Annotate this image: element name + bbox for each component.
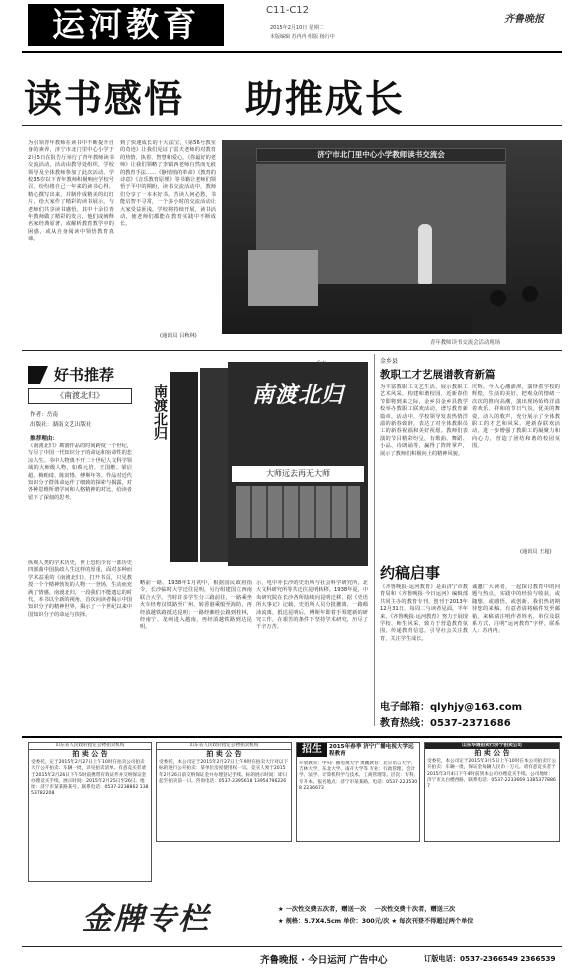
call-body: 《齐鲁晚报·运河教育》是由济宁市教育局和《齐鲁晚报·今日运河》编辑部共同主办的教育专刊，创刊于2013年12月31日，每周二与读者见面。半年来，《齐鲁晚报·运河教育》努力于展现学校、师生风采，致力于营造教育氛围，传递教育信息，引导社会关注教育，关注学生成长。	[380, 584, 468, 642]
masthead	[0, 0, 580, 52]
lectern	[248, 250, 318, 306]
ad2-title: 拍 卖 公 告	[206, 750, 242, 759]
ads-rule	[22, 736, 562, 738]
call-email: 电子邮箱：qlyhjy@163.com	[380, 702, 523, 713]
book-title: 《南渡北归》	[56, 391, 104, 400]
book-body-2: 纵观人类的学术历史，世上恐怕少有一部历史四部曲中国执政人生这样的厚重，面对多种而学术益重的《南渡北归》，打开书页，只见教授一个个精神勃发的人物一一登场，生动而充满了情感。南渡北归，一段我们不能遗忘的时代。本书以全新的视角，首次向读者揭示中国知识分子的精神世界，揭示了一个世纪以来中国知识分子的命运与抉择。	[28, 560, 132, 618]
page-code: C11-C12	[266, 5, 310, 16]
column-divider	[374, 354, 375, 726]
ad1-head: 山东省人民政府指定公物拍卖机构	[29, 743, 151, 750]
book-heading: 好书推荐	[54, 366, 115, 384]
lead-article-col2: 到了快速成长的十大法宝，《第56号教室的奇迹》让我们见证了雷夫老师的对教育的热情、执着、智慧和爱心。《你最好的老师》让我们领略了李镇西老师自然而无痕的教育手法……《静悄悄的革命》《教育的诗意》《音乐教育原理》等书籍让老师们领悟于平中的期盼，读书交流活动中，教师们分享了一本本好书。苦读人何必愁，书能启智不寻常，一个多小时的交流活动让大家受益匪浅。学校将持续开展，读书活动，使老师们都能在教育实践中不断成长。	[120, 140, 216, 228]
book-front-cover	[228, 362, 368, 566]
lead-article-col1: 为引领青年教师在读书中不断提升自身的素养，济宁市北门里中心小学于2月5日在报告厅举行了青年教师读书交流活动。活动由教导处组织，学校领导及全体教师参加了此次活动。学校35岁以下青年教师积极响应学校号召，纷纷将自己一年来的读书心得、精心撰写出来，并制作成精美的幻灯片，给大家作了精彩的读书展示。与老师们共享读书感悟。其中十余位青年教师做了精彩的发言，他们或阐释名家经典原著，或解析教育教学中的困惑，或从自身阅读中领悟教育真谛。	[28, 140, 114, 243]
lead-article-byline: (通讯员 吕秋林)	[160, 333, 197, 339]
ad1-title: 拍 卖 公 告	[72, 750, 108, 759]
masthead-rule	[22, 51, 562, 53]
footer-brand: 齐鲁晚报 · 今日运河 广告中心	[260, 955, 388, 966]
book-author: 作者：岳南	[30, 412, 58, 418]
side-news-byline: (通讯员 王超)	[520, 549, 552, 555]
gold-rule-2: ★ 规格：5.7X4.5cm 单价：300元/次 ★ 每次刊登不得超过两个单位	[278, 918, 474, 925]
ad-auction-2	[156, 742, 292, 842]
book-body-1: 《南渡北归》勘割作品的时间跨度一个世纪，写尽了中国一代知识分子的命运和宿命性的悲凉人生。书中人物离不开二十世纪人文科学领域的大师级人物，如蔡元培、王国维、梁启超、梅贻琦、陈寅恪、傅斯年等。作品对近代知识分子群体命运作了细致的探索与揭露，对各种思维所谓学问和人格精神的对比，给读者留下了深刻的思考。	[28, 443, 132, 501]
gold-column	[28, 886, 560, 944]
book-cover-image	[140, 354, 372, 574]
footer-rule	[22, 946, 562, 947]
book-col3: 略前一路。1938年1月初中，根据国民政府指令，长沙临时大学迁往昆明，另行组建国立西南联合大学。当时许多学生分三路前往，一路乘坐火车经粤汉铁路至广州，转香港乘船至海防，再经滇越铁路抵达昆明；一路经湘桂公路到桂林，经南宁、龙州进入越南，再经滇越铁路到达昆明。	[140, 580, 252, 631]
book-cover-title: 南渡北归	[251, 383, 344, 408]
book-author-signature: 岳南	[316, 361, 327, 367]
ad4-body: 受委托，本公司定于2015年3月5日上午10时在本公司拍卖厅公开拍卖：车辆一批，保证金每辆人民币一万元。请有意竞买者于2015年3月4日下午4时前到本公司办理竞买手续。公司地址：济宁市太白楼西路。联系电话：0537-2233669 13853778867	[427, 759, 557, 790]
headline: 读书感悟 助推成长	[24, 76, 405, 121]
photo-caption: 青年教师读书交流会活动现场	[430, 340, 501, 346]
ad4-title: 拍 卖 公 告	[474, 749, 510, 758]
speaker-figure	[418, 224, 432, 284]
side-news-body-2: 庆辉。今人心潮澎湃，演绎着学校的辉煌，生活的美好。把观众的情绪一次次的推向高潮，演出现场始终洋溢着欢乐、祥和的节日气氛。优美的舞姿、动人的歌声，充分展示了全体教职工的才艺和风采。迎新春联欢活动，进一步增强了教职工的凝聚力和向心力，营造了团结和谐的校园氛围。	[472, 384, 560, 450]
audience-row	[472, 300, 562, 334]
side-news-body: 为丰富教职工文艺生活，展示教职工艺术风采，构建和谐校园，近新春佳节即将到来之际，金乡县金乡县教学校举办教职工联欢活动，谱写教育新篇章。活动中，学校领导发表热情洋溢的新春致辞，表达了对全体教职员工的新春祝福和美好祝愿。教师们表演的节目精彩纷呈，有歌曲、舞蹈、小品、诗朗诵等，赢得了阵阵掌声，展示了教师们积极向上的精神风貌。	[380, 384, 468, 457]
ad3-title: 2015年春季 济宁广播电视大学远程教育	[329, 744, 414, 757]
call-phone: 教育热线：0537-2371686	[380, 718, 511, 729]
book-spine-title: 南渡北归	[152, 384, 168, 440]
book-cover-subtitle-text: 大师远去再无大师	[266, 469, 330, 478]
book-cover-portraits	[236, 486, 360, 538]
book-spine-1	[170, 372, 198, 562]
side-news-title: 教职工才艺展谱教育新篇	[380, 369, 496, 381]
ad3-body: 开放教育：中央广播电视大学 奥鹏教育：北京语言大学、吉林大学、东北大学、南开大学等 专业：行政管理、会计学、法学、计算机科学与技术、工商管理等。层次：专科、专升本。报名地点：济宁市某某路。电话：0537-2235308 2236673	[299, 761, 419, 791]
ad1-body: 受委托，定于2015年2月27日上午10时在拍卖公司拍卖大厅公开拍卖：车辆一批，详见拍卖清单。有意竞买者请于2015年2月26日下午5时前携带有效证件并交纳保证金办理竞买手续。展示时间：2015年2月25日至26日。地址：济宁市某某路某号。联系电话：0537-2238862 13853782208	[31, 760, 149, 797]
book-col4: 示，电中亦长沙的史语所与社会科学研究所，北大文科研究所等共迁往昆明转移。1938年夏，中央研究院在长沙各所陆续向昆明迁移，据《史语所大事记》记载，史语所人员分批撤离，一路颠沛流离，抵达昆明后，傅斯年即着手筹建新的研究工作，在艰苦的条件下坚持学术研究，历尽了千辛万苦。	[256, 580, 368, 631]
date-line: 2015年2月10日 星期二	[270, 25, 324, 31]
book-spine-2	[200, 368, 228, 562]
call-body-2: 诚邀广大读者，一起探讨教育中的问题与热点，实践中的经验与收获，或随想，或感悟，或创新，我们热切期待您的来稿。有意者请将稿件发至邮箱，来稿请注明作者姓名、单位及联系方式，注明“运河教育”字样。联系人：苏冉冉。	[472, 584, 560, 635]
section-rule	[22, 350, 562, 351]
event-photo	[222, 140, 562, 334]
ad3-head: 招生	[302, 744, 322, 755]
headline-rule	[22, 125, 562, 126]
ad2-body: 受委托，本公司定于2015年2月27日上午9时在拍卖大厅对以下标的进行公开拍卖：某单位房屋使用权一宗。竞买人须于2015年2月26日前交纳保证金并办理登记手续。标的展示时间：即日起至拍卖前一日。咨询电话：0537-2395618 13954796226	[159, 760, 289, 784]
audience-head-2	[522, 286, 538, 302]
brand-logo: 齐鲁晚报	[504, 14, 544, 25]
call-title: 约稿启事	[380, 564, 441, 582]
event-banner-text: 济宁市北门里中心小学教师读书交流会	[317, 150, 445, 159]
event-banner	[256, 148, 506, 162]
section-title: 运河教育	[28, 4, 224, 46]
gold-rule-1: ★ 一次性交费五次者，赠送一次 一次性交费十次者，赠送三次	[278, 906, 456, 913]
gold-title: 金牌专栏	[82, 902, 210, 937]
editors-line: 本版编辑 苏冉冉 组版 杨行中	[270, 34, 335, 40]
book-reason-label: 推荐理由：	[30, 436, 58, 442]
book-cover-subtitle	[232, 466, 364, 482]
ad3-head-box	[297, 743, 327, 757]
book-heading-bar	[28, 366, 132, 384]
side-news-kicker: 金乡县	[380, 358, 399, 365]
book-title-box	[28, 388, 132, 404]
book-heading-icon	[28, 366, 48, 384]
ad-auction-3	[424, 742, 560, 842]
book-publisher: 出版社：湖南文艺出版社	[30, 422, 92, 428]
ad-auction-1	[28, 742, 152, 882]
ad4-head: 山东华通拍卖行济宁拍卖公司	[425, 743, 559, 749]
ad-enrollment	[296, 742, 420, 842]
footer-tel: 订版电话：0537-2366549 2366539	[424, 954, 556, 963]
ad2-head: 山东省人民政府指定公物拍卖机构	[157, 743, 291, 750]
audience-head-1	[490, 290, 506, 306]
